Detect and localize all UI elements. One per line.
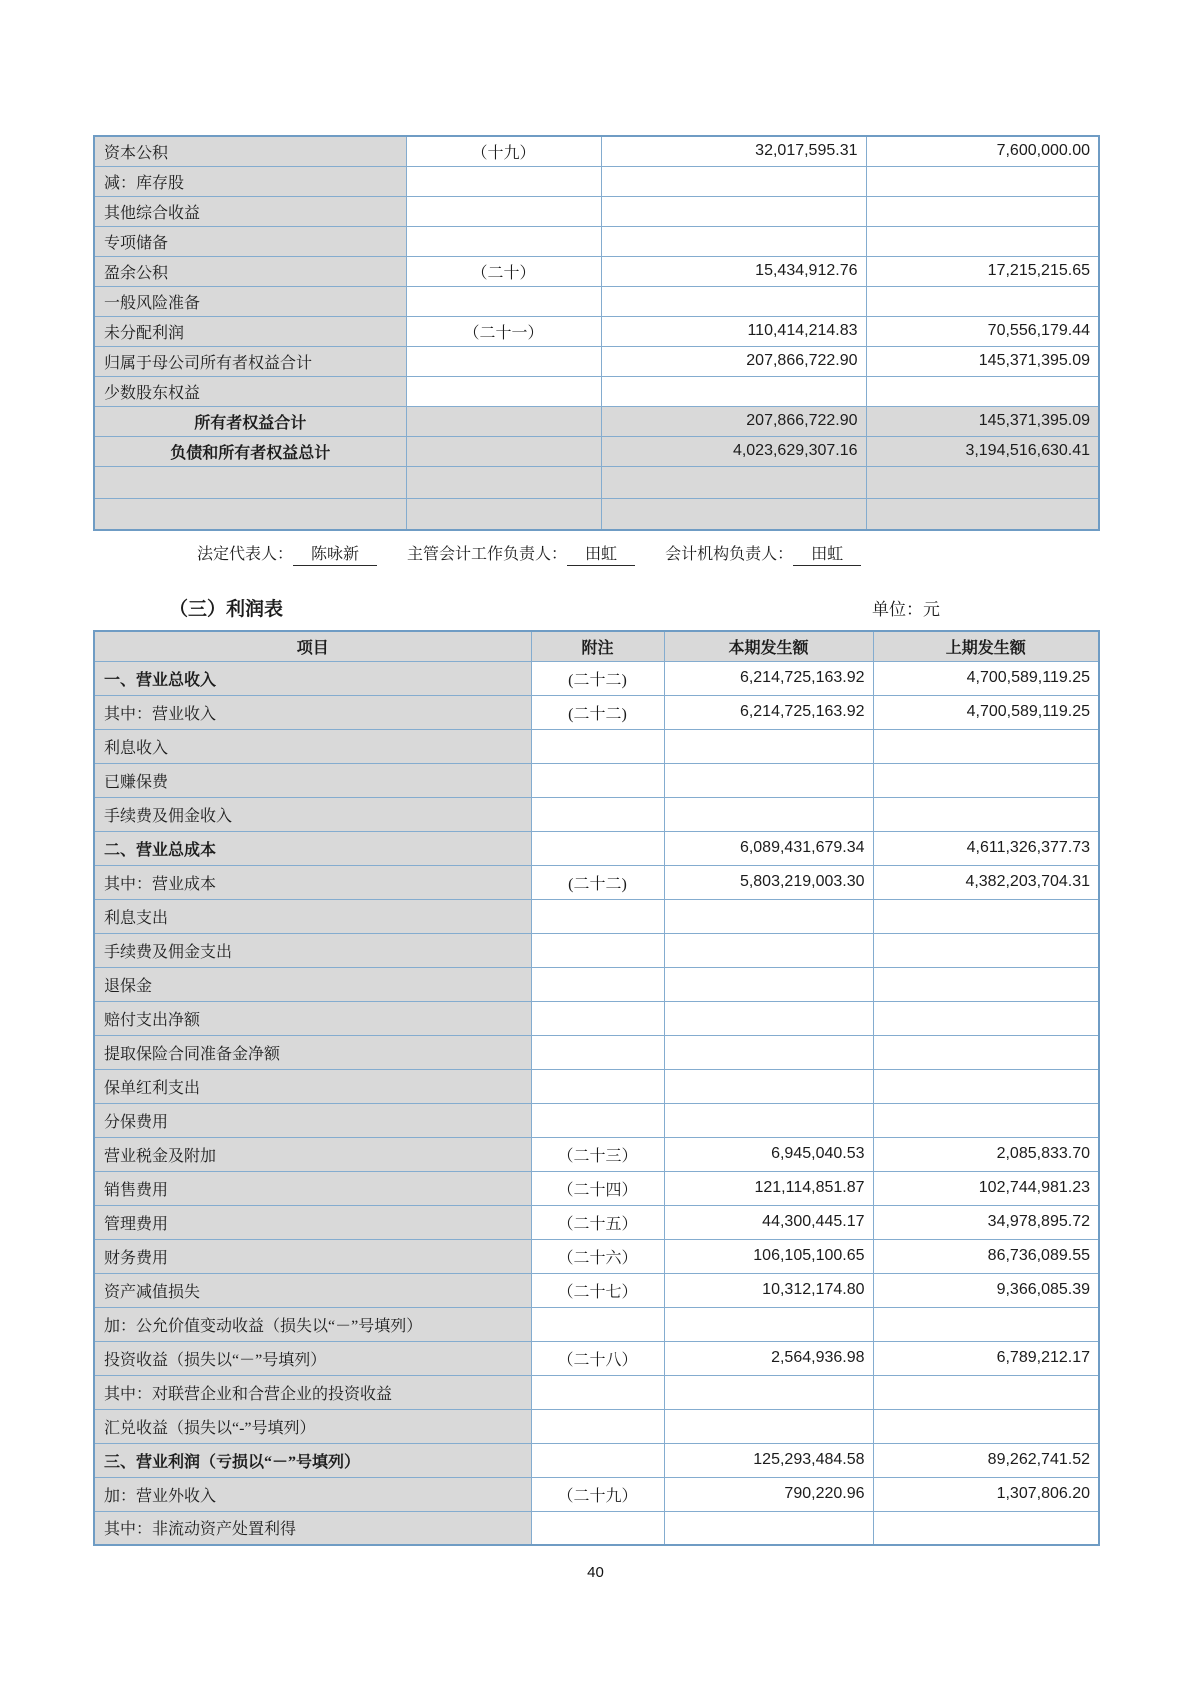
- item-cell: 管理费用: [94, 1205, 531, 1239]
- balance-sheet-equity-table: [93, 135, 1100, 531]
- table-row: [94, 316, 1099, 346]
- note-cell: （十九）: [406, 136, 601, 166]
- header-prior-period: 上期发生额: [873, 631, 1099, 661]
- current-amount-cell: 2,564,936.98: [664, 1341, 873, 1375]
- header-current-period: 本期发生额: [664, 631, 873, 661]
- table-row: [94, 466, 1099, 498]
- item-cell: 手续费及佣金支出: [94, 933, 531, 967]
- note-cell: （二十四）: [531, 1171, 664, 1205]
- unit-label: 单位：元: [872, 600, 940, 619]
- current-amount-cell: [664, 1103, 873, 1137]
- prior-amount-cell: 89,262,741.52: [873, 1443, 1099, 1477]
- prior-amount-cell: [866, 166, 1099, 196]
- table-row: [94, 346, 1099, 376]
- prior-amount-cell: 7,600,000.00: [866, 136, 1099, 166]
- item-cell: 其中：对联营企业和合营企业的投资收益: [94, 1375, 531, 1409]
- note-cell: [531, 1069, 664, 1103]
- note-cell: [406, 498, 601, 530]
- income-statement-title: （三）利润表: [169, 599, 284, 620]
- prior-amount-cell: [873, 1035, 1099, 1069]
- item-cell: 加：营业外收入: [94, 1477, 531, 1511]
- prior-amount-cell: [873, 1307, 1099, 1341]
- prior-amount-cell: [873, 1069, 1099, 1103]
- current-amount-cell: [664, 729, 873, 763]
- prior-amount-cell: [873, 899, 1099, 933]
- current-amount-cell: [601, 498, 866, 530]
- item-cell: 退保金: [94, 967, 531, 1001]
- prior-amount-cell: [873, 1511, 1099, 1545]
- note-cell: [531, 1035, 664, 1069]
- note-cell: [531, 763, 664, 797]
- table-row: [94, 1103, 1099, 1137]
- table-row: [94, 661, 1099, 695]
- current-amount-cell: [601, 196, 866, 226]
- table-row: [94, 967, 1099, 1001]
- prior-amount-cell: [866, 286, 1099, 316]
- current-amount-cell: [664, 1375, 873, 1409]
- prior-amount-cell: 1,307,806.20: [873, 1477, 1099, 1511]
- item-cell: 一、营业总收入: [94, 661, 531, 695]
- note-cell: (二十二): [531, 695, 664, 729]
- table-row: [94, 1307, 1099, 1341]
- prior-amount-cell: [866, 376, 1099, 406]
- table-row: [94, 196, 1099, 226]
- item-cell: 少数股东权益: [94, 376, 406, 406]
- item-cell: 盈余公积: [94, 256, 406, 286]
- note-cell: （二十一）: [406, 316, 601, 346]
- prior-amount-cell: [873, 1375, 1099, 1409]
- prior-amount-cell: 9,366,085.39: [873, 1273, 1099, 1307]
- prior-amount-cell: [866, 466, 1099, 498]
- prior-amount-cell: 102,744,981.23: [873, 1171, 1099, 1205]
- note-cell: （二十五）: [531, 1205, 664, 1239]
- current-amount-cell: 207,866,722.90: [601, 346, 866, 376]
- table-row: [94, 436, 1099, 466]
- prior-amount-cell: 17,215,215.65: [866, 256, 1099, 286]
- current-amount-cell: 6,945,040.53: [664, 1137, 873, 1171]
- table-row: [94, 1171, 1099, 1205]
- note-cell: （二十）: [406, 256, 601, 286]
- note-cell: [531, 1103, 664, 1137]
- accounting-head-label: 会计机构负责人：: [665, 546, 794, 563]
- note-cell: (二十二): [531, 661, 664, 695]
- balance-sheet-rows: [94, 136, 1099, 530]
- note-cell: [531, 729, 664, 763]
- table-row: [94, 729, 1099, 763]
- table-row: [94, 406, 1099, 436]
- table-row: [94, 763, 1099, 797]
- item-cell: 财务费用: [94, 1239, 531, 1273]
- note-cell: （二十九）: [531, 1477, 664, 1511]
- note-cell: [531, 1443, 664, 1477]
- prior-amount-cell: 145,371,395.09: [866, 406, 1099, 436]
- current-amount-cell: [664, 763, 873, 797]
- table-row: [94, 1341, 1099, 1375]
- current-amount-cell: 6,214,725,163.92: [664, 661, 873, 695]
- chief-accountant-group: [407, 546, 635, 563]
- table-row: [94, 1477, 1099, 1511]
- prior-amount-cell: 4,700,589,119.25: [873, 661, 1099, 695]
- prior-amount-cell: 4,700,589,119.25: [873, 695, 1099, 729]
- accounting-head-name: 田虹: [793, 541, 861, 566]
- table-row: [94, 256, 1099, 286]
- current-amount-cell: 32,017,595.31: [601, 136, 866, 166]
- item-cell: 未分配利润: [94, 316, 406, 346]
- header-item: 项目: [94, 631, 531, 661]
- item-cell: 一般风险准备: [94, 286, 406, 316]
- note-cell: （二十三）: [531, 1137, 664, 1171]
- table-row: [94, 899, 1099, 933]
- item-cell: [94, 498, 406, 530]
- note-cell: (二十二): [531, 865, 664, 899]
- item-cell: 其他综合收益: [94, 196, 406, 226]
- item-cell: 其中：营业收入: [94, 695, 531, 729]
- prior-amount-cell: 3,194,516,630.41: [866, 436, 1099, 466]
- current-amount-cell: 790,220.96: [664, 1477, 873, 1511]
- table-row: [94, 1273, 1099, 1307]
- chief-accountant-label: 主管会计工作负责人：: [407, 546, 568, 563]
- current-amount-cell: 6,214,725,163.92: [664, 695, 873, 729]
- table-row: [94, 1001, 1099, 1035]
- table-row: [94, 831, 1099, 865]
- income-statement-rows: [94, 661, 1099, 1545]
- table-row: [94, 1137, 1099, 1171]
- header-note: 附注: [531, 631, 664, 661]
- note-cell: [531, 1307, 664, 1341]
- current-amount-cell: [601, 466, 866, 498]
- income-statement-header-row: [94, 631, 1099, 661]
- item-cell: 利息收入: [94, 729, 531, 763]
- item-cell: 归属于母公司所有者权益合计: [94, 346, 406, 376]
- current-amount-cell: 110,414,214.83: [601, 316, 866, 346]
- prior-amount-cell: [873, 797, 1099, 831]
- current-amount-cell: [664, 1307, 873, 1341]
- item-cell: 三、营业利润（亏损以“－”号填列）: [94, 1443, 531, 1477]
- current-amount-cell: 207,866,722.90: [601, 406, 866, 436]
- item-cell: 赔付支出净额: [94, 1001, 531, 1035]
- item-cell: 其中：非流动资产处置利得: [94, 1511, 531, 1545]
- item-cell: 营业税金及附加: [94, 1137, 531, 1171]
- current-amount-cell: 44,300,445.17: [664, 1205, 873, 1239]
- prior-amount-cell: [873, 729, 1099, 763]
- current-amount-cell: 6,089,431,679.34: [664, 831, 873, 865]
- note-cell: [406, 406, 601, 436]
- prior-amount-cell: 4,382,203,704.31: [873, 865, 1099, 899]
- item-cell: 手续费及佣金收入: [94, 797, 531, 831]
- note-cell: [531, 1409, 664, 1443]
- note-cell: [406, 436, 601, 466]
- current-amount-cell: [664, 1035, 873, 1069]
- legal-rep-group: [197, 546, 377, 563]
- note-cell: [406, 226, 601, 256]
- current-amount-cell: [664, 1069, 873, 1103]
- item-cell: 投资收益（损失以“－”号填列）: [94, 1341, 531, 1375]
- note-cell: [531, 1511, 664, 1545]
- item-cell: 二、营业总成本: [94, 831, 531, 865]
- current-amount-cell: [601, 166, 866, 196]
- table-row: [94, 286, 1099, 316]
- current-amount-cell: [601, 376, 866, 406]
- item-cell: 加：公允价值变动收益（损失以“－”号填列）: [94, 1307, 531, 1341]
- prior-amount-cell: [873, 763, 1099, 797]
- prior-amount-cell: 86,736,089.55: [873, 1239, 1099, 1273]
- item-cell: 负债和所有者权益总计: [94, 436, 406, 466]
- table-row: [94, 226, 1099, 256]
- prior-amount-cell: 4,611,326,377.73: [873, 831, 1099, 865]
- prior-amount-cell: [873, 1409, 1099, 1443]
- current-amount-cell: [601, 226, 866, 256]
- prior-amount-cell: 6,789,212.17: [873, 1341, 1099, 1375]
- current-amount-cell: 15,434,912.76: [601, 256, 866, 286]
- table-row: [94, 498, 1099, 530]
- prior-amount-cell: [866, 226, 1099, 256]
- income-statement-heading: [93, 594, 1098, 621]
- prior-amount-cell: [866, 196, 1099, 226]
- note-cell: （二十六）: [531, 1239, 664, 1273]
- current-amount-cell: 106,105,100.65: [664, 1239, 873, 1273]
- signature-line: [197, 541, 1098, 566]
- current-amount-cell: [664, 933, 873, 967]
- table-row: [94, 695, 1099, 729]
- note-cell: [531, 1001, 664, 1035]
- current-amount-cell: 5,803,219,003.30: [664, 865, 873, 899]
- item-cell: 其中：营业成本: [94, 865, 531, 899]
- item-cell: 保单红利支出: [94, 1069, 531, 1103]
- current-amount-cell: 10,312,174.80: [664, 1273, 873, 1307]
- prior-amount-cell: 145,371,395.09: [866, 346, 1099, 376]
- table-row: [94, 1443, 1099, 1477]
- table-row: [94, 1511, 1099, 1545]
- income-statement-table: [93, 630, 1100, 1546]
- prior-amount-cell: [873, 933, 1099, 967]
- prior-amount-cell: [873, 1103, 1099, 1137]
- item-cell: 汇兑收益（损失以“-”号填列）: [94, 1409, 531, 1443]
- note-cell: [531, 1375, 664, 1409]
- current-amount-cell: [664, 1511, 873, 1545]
- item-cell: [94, 466, 406, 498]
- prior-amount-cell: 34,978,895.72: [873, 1205, 1099, 1239]
- prior-amount-cell: [873, 967, 1099, 1001]
- current-amount-cell: [664, 967, 873, 1001]
- note-cell: [406, 166, 601, 196]
- legal-rep-label: 法定代表人：: [197, 546, 294, 563]
- table-row: [94, 136, 1099, 166]
- note-cell: （二十七）: [531, 1273, 664, 1307]
- table-row: [94, 1409, 1099, 1443]
- item-cell: 资本公积: [94, 136, 406, 166]
- chief-accountant-name: 田虹: [567, 541, 635, 566]
- table-row: [94, 865, 1099, 899]
- current-amount-cell: 4,023,629,307.16: [601, 436, 866, 466]
- prior-amount-cell: [866, 498, 1099, 530]
- item-cell: 资产减值损失: [94, 1273, 531, 1307]
- item-cell: 所有者权益合计: [94, 406, 406, 436]
- table-row: [94, 1375, 1099, 1409]
- note-cell: [406, 286, 601, 316]
- note-cell: [406, 376, 601, 406]
- current-amount-cell: [664, 1001, 873, 1035]
- note-cell: [531, 831, 664, 865]
- current-amount-cell: [664, 1409, 873, 1443]
- note-cell: [531, 899, 664, 933]
- note-cell: [531, 967, 664, 1001]
- table-row: [94, 1035, 1099, 1069]
- item-cell: 分保费用: [94, 1103, 531, 1137]
- note-cell: [531, 797, 664, 831]
- item-cell: 已赚保费: [94, 763, 531, 797]
- note-cell: [406, 466, 601, 498]
- current-amount-cell: 121,114,851.87: [664, 1171, 873, 1205]
- prior-amount-cell: 70,556,179.44: [866, 316, 1099, 346]
- note-cell: （二十八）: [531, 1341, 664, 1375]
- current-amount-cell: [664, 797, 873, 831]
- item-cell: 销售费用: [94, 1171, 531, 1205]
- legal-rep-name: 陈咏新: [293, 541, 377, 566]
- table-row: [94, 376, 1099, 406]
- item-cell: 提取保险合同准备金净额: [94, 1035, 531, 1069]
- table-row: [94, 1205, 1099, 1239]
- prior-amount-cell: 2,085,833.70: [873, 1137, 1099, 1171]
- table-row: [94, 1069, 1099, 1103]
- note-cell: [531, 933, 664, 967]
- table-row: [94, 166, 1099, 196]
- table-row: [94, 1239, 1099, 1273]
- item-cell: 专项储备: [94, 226, 406, 256]
- table-row: [94, 933, 1099, 967]
- note-cell: [406, 346, 601, 376]
- item-cell: 减：库存股: [94, 166, 406, 196]
- item-cell: 利息支出: [94, 899, 531, 933]
- page-number: 40: [587, 1564, 604, 1581]
- prior-amount-cell: [873, 1001, 1099, 1035]
- current-amount-cell: [664, 899, 873, 933]
- note-cell: [406, 196, 601, 226]
- current-amount-cell: [601, 286, 866, 316]
- table-row: [94, 797, 1099, 831]
- current-amount-cell: 125,293,484.58: [664, 1443, 873, 1477]
- document-page: [93, 135, 1098, 1581]
- accounting-head-group: [665, 546, 861, 563]
